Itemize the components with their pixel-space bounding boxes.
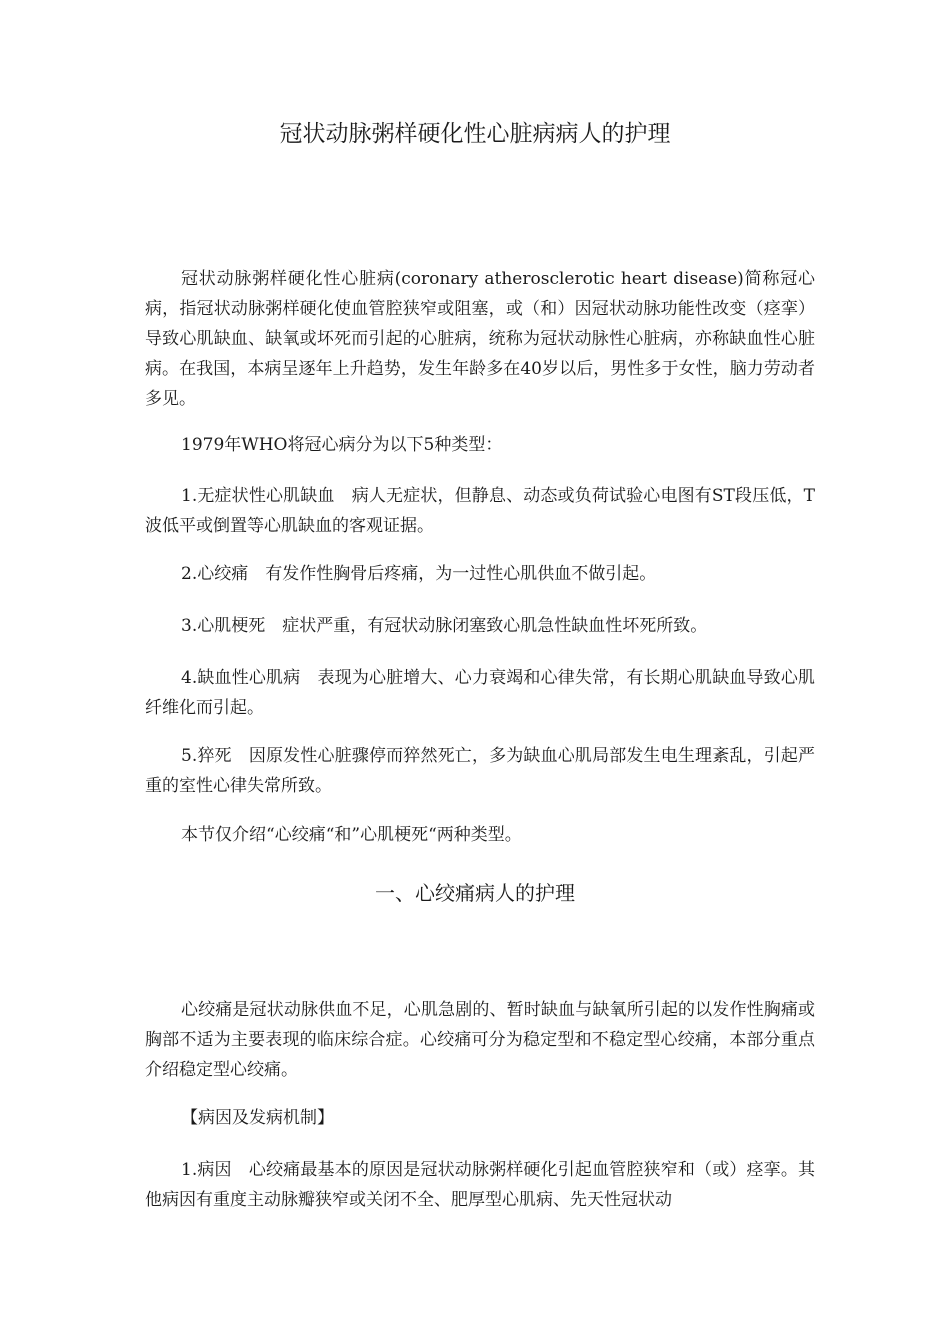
paragraph-type-5: 5.猝死 因原发性心脏骤停而猝然死亡，多为缺血心肌局部发生电生理紊乱，引起严重的室性心律失常所致。 <box>145 746 815 796</box>
paragraph-etiology-heading: 【病因及发病机制】 <box>181 1108 334 1128</box>
paragraph-type-2: 2.心绞痛 有发作性胸骨后疼痛，为一过性心肌供血不做引起。 <box>181 564 657 584</box>
paragraph-type-3: 3.心肌梗死 症状严重，有冠状动脉闭塞致心肌急性缺血性坏死所致。 <box>181 616 708 636</box>
paragraph-type-1: 1.无症状性心肌缺血 病人无症状，但静息、动态或负荷试验心电图有ST段压低，T波低平或倒置等心肌缺血的客观证据。 <box>145 486 815 536</box>
paragraph-classification: 1979年WHO将冠心病分为以下5种类型： <box>181 435 503 455</box>
section-heading: 一、心绞痛病人的护理 <box>375 881 575 905</box>
document-title: 冠状动脉粥样硬化性心脏病病人的护理 <box>279 121 671 147</box>
paragraph-angina-definition: 心绞痛是冠状动脉供血不足，心肌急剧的、暂时缺血与缺氧所引起的以发作性胸痛或胸部不适为主要表现的临床综合症。心绞痛可分为稳定型和不稳定型心绞痛，本部分重点介绍稳定型心绞痛。 <box>145 1000 815 1080</box>
paragraph-scope: 本节仅介绍“心绞痛“和”心肌梗死“两种类型。 <box>181 825 522 845</box>
paragraph-type-4: 4.缺血性心肌病 表现为心脏增大、心力衰竭和心律失常，有长期心肌缺血导致心肌纤维化而引起。 <box>145 668 815 718</box>
paragraph-etiology: 1.病因 心绞痛最基本的原因是冠状动脉粥样硬化引起血管腔狭窄和（或）痉挛。其他病因有重度主动脉瓣狭窄或关闭不全、肥厚型心肌病、先天性冠状动 <box>145 1160 815 1210</box>
paragraph-intro: 冠状动脉粥样硬化性心脏病(coronary atherosclerotic heart disease)简称冠心病，指冠状动脉粥样硬化使血管腔狭窄或阻塞，或（和）因冠状动脉功能性改变（痉挛）导致心肌缺血、缺氧或坏死而引起的心脏病，统称为冠状动脉性心脏病，亦称缺血性心脏病。在我国，本病呈逐年上升趋势，发生年龄多在40岁以后，男性多于女性，脑力劳动者多见。 <box>145 269 815 409</box>
